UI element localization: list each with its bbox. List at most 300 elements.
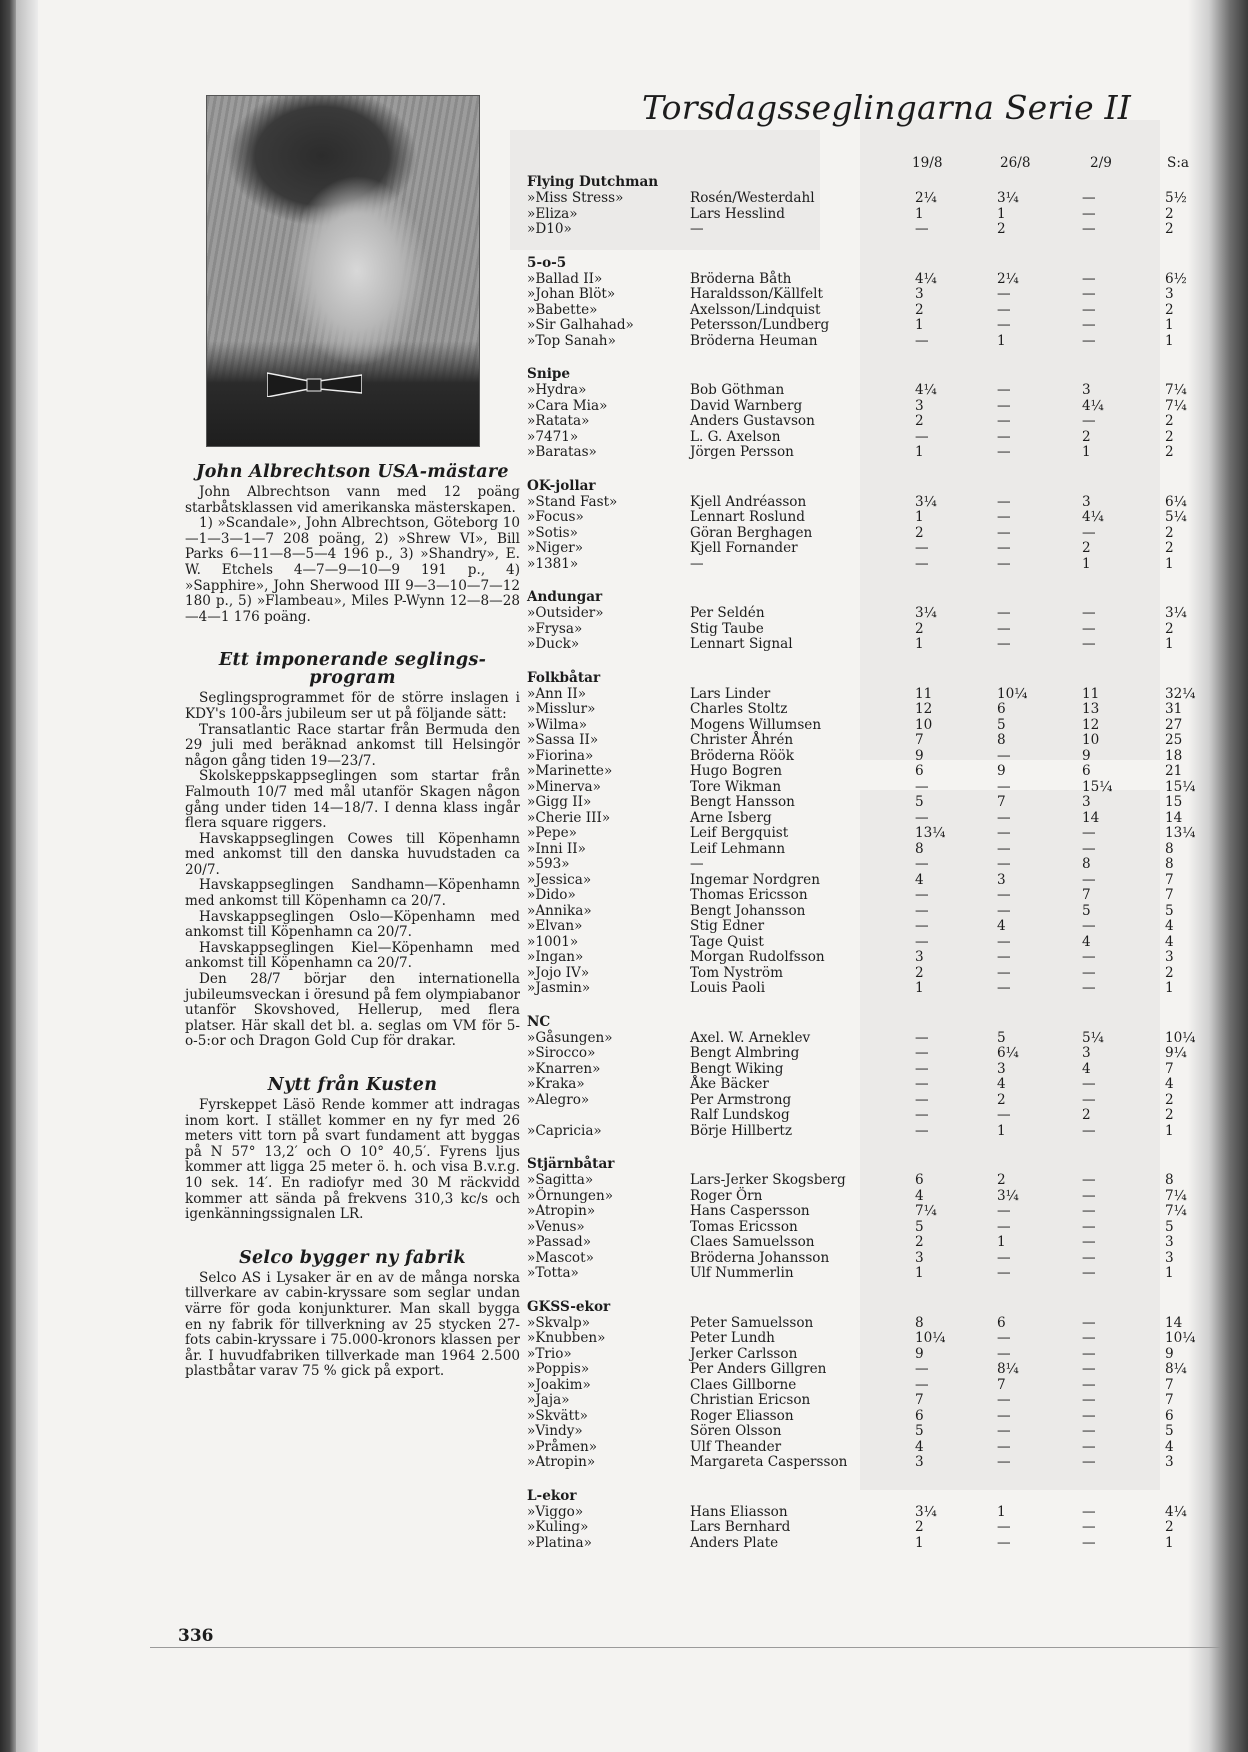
score-26-8: — <box>997 620 1011 637</box>
table-row <box>527 510 1207 526</box>
score-2-9: — <box>1082 605 1096 621</box>
skipper-name: Axelsson/Lindquist <box>690 301 821 318</box>
score-26-8: — <box>997 636 1011 652</box>
score-2-9: — <box>1082 1454 1096 1470</box>
score-2-9: — <box>1082 1503 1096 1520</box>
score-26-8: 1 <box>997 1503 1006 1520</box>
score-2-9: — <box>1082 1361 1096 1377</box>
skipper-name: Claes Samuelsson <box>690 1234 815 1250</box>
skipper-name: Hugo Bogren <box>690 763 782 779</box>
score-26-8: — <box>997 1454 1011 1470</box>
score-2-9: — <box>1082 1330 1096 1346</box>
article-paragraph: Skolskeppskappseglingen som startar från Falmouth 10/7 med mål utanför Skagen någon gång under tiden 14—18/7. I denna klass ingår flera square riggers. <box>185 768 520 832</box>
boat-name: »Sir Galhahad» <box>527 317 634 333</box>
score-total: 2 <box>1165 205 1174 222</box>
score-26-8: — <box>997 964 1011 981</box>
boat-name: »D10» <box>527 221 572 237</box>
score-2-9: — <box>1082 1265 1096 1281</box>
score-19-8: — <box>915 1376 929 1393</box>
skipper-name: Börje Hillbertz <box>690 1122 793 1139</box>
table-row <box>527 318 1207 334</box>
score-total: 9 <box>1165 1345 1174 1362</box>
score-19-8: 6 <box>915 1407 924 1424</box>
boat-name: »Focus» <box>527 509 584 525</box>
skipper-name: Mogens Willumsen <box>690 716 822 733</box>
score-19-8: 2 <box>915 964 924 981</box>
score-19-8: 12 <box>915 701 933 717</box>
score-19-8: — <box>915 918 929 934</box>
skipper-name: Bröderna Båth <box>690 270 792 287</box>
score-19-8: 6 <box>915 763 924 779</box>
skipper-name: Charles Stoltz <box>690 701 788 717</box>
score-2-9: 10 <box>1082 732 1100 748</box>
score-26-8: — <box>997 887 1011 903</box>
boat-name: »Pråmen» <box>527 1438 598 1455</box>
score-total: 3 <box>1165 1234 1174 1250</box>
table-row <box>527 1378 1207 1394</box>
boat-name: »Skvätt» <box>527 1407 588 1424</box>
class-group <box>527 1156 1207 1282</box>
skipper-name: Bob Göthman <box>690 382 785 398</box>
score-2-9: — <box>1082 221 1096 237</box>
article-paragraph: Fyrskeppet Läsö Rende kommer att indragas inom kort. I stället kommer en ny fyr med 26 meters vitt torn på svart fundament att byggas på N 57° 13,2′ och O 10° 40,5′. Fyrens ljus kommer att ligga 25 meter ö. h. och visa B.v.r.g. 10 sek. 14′. En radiofyr med 30 M räckvidd kommer att sända på frekvens 310,3 kc/s och igenkänningssignalen LR. <box>185 1097 520 1223</box>
table-row <box>527 935 1207 951</box>
class-group <box>527 366 1207 461</box>
skipper-name: Bengt Almbring <box>690 1045 800 1061</box>
skipper-name: — <box>690 856 704 872</box>
score-26-8: — <box>997 1345 1011 1362</box>
score-total: 4 <box>1165 1438 1174 1455</box>
class-group <box>527 1488 1207 1552</box>
score-19-8: 3¼ <box>915 1503 937 1520</box>
boat-name: »Platina» <box>527 1534 592 1551</box>
score-19-8: 1 <box>915 205 924 222</box>
score-19-8: 3 <box>915 949 924 965</box>
score-2-9: — <box>1082 636 1096 652</box>
score-total: 7¼ <box>1165 397 1187 414</box>
score-total: 1 <box>1165 555 1174 572</box>
class-group <box>527 1299 1207 1471</box>
score-2-9: — <box>1082 1345 1096 1362</box>
skipper-name: Lars Hesslind <box>690 205 785 222</box>
article-paragraph: Havskappseglingen Oslo—Köpenhamn med ankomst till Köpenhamn ca 20/7. <box>185 908 520 941</box>
class-group <box>527 670 1207 997</box>
score-19-8: 2 <box>915 301 924 318</box>
score-total: 8 <box>1165 1172 1174 1188</box>
skipper-name: Sören Olsson <box>690 1423 782 1439</box>
score-19-8: — <box>915 428 929 445</box>
table-row <box>527 749 1207 765</box>
boat-name: »Jojo IV» <box>527 964 590 981</box>
score-2-9: 2 <box>1082 1107 1091 1123</box>
skipper-name: L. G. Axelson <box>690 428 781 445</box>
boat-name: »1381» <box>527 555 579 572</box>
skipper-name: Tom Nyström <box>690 964 783 981</box>
score-26-8: — <box>997 980 1011 996</box>
score-26-8: 5 <box>997 1029 1006 1046</box>
score-2-9: — <box>1082 918 1096 934</box>
boat-name: »Eliza» <box>527 205 578 222</box>
table-row <box>527 1331 1207 1347</box>
table-row <box>527 1520 1207 1536</box>
boat-name: »Viggo» <box>527 1503 584 1520</box>
skipper-name: Ulf Theander <box>690 1438 782 1455</box>
results-title: Torsdagsseglingarna Serie II <box>642 88 1131 127</box>
table-row <box>527 207 1207 223</box>
score-2-9: — <box>1082 871 1096 888</box>
score-total: 6 <box>1165 1407 1174 1424</box>
score-total: 7 <box>1165 871 1174 888</box>
score-total: 1 <box>1165 1122 1174 1139</box>
score-2-9: 12 <box>1082 716 1100 733</box>
score-total: 5¼ <box>1165 509 1187 525</box>
skipper-name: Leif Lehmann <box>690 840 786 857</box>
score-19-8: 3 <box>915 286 924 302</box>
class-name: NC <box>527 1013 551 1030</box>
skipper-name: David Warnberg <box>690 397 803 414</box>
score-26-8: 8¼ <box>997 1361 1019 1377</box>
skipper-name: Göran Berghagen <box>690 524 813 541</box>
table-row <box>527 414 1207 430</box>
score-26-8: 1 <box>997 332 1006 349</box>
score-26-8: 9 <box>997 763 1006 779</box>
skipper-name: Rosén/Westerdahl <box>690 190 815 206</box>
score-total: 9¼ <box>1165 1045 1187 1061</box>
score-26-8: — <box>997 493 1011 510</box>
score-26-8: — <box>997 605 1011 621</box>
boat-name: »Baratas» <box>527 444 597 460</box>
score-2-9: — <box>1082 413 1096 429</box>
table-row <box>527 637 1207 653</box>
table-row <box>527 1455 1207 1471</box>
score-2-9: — <box>1082 1534 1096 1551</box>
table-row <box>527 445 1207 461</box>
score-19-8: — <box>915 1060 929 1077</box>
boat-name: »Alegro» <box>527 1091 590 1108</box>
skipper-name: Per Anders Gillgren <box>690 1361 827 1377</box>
score-19-8: 9 <box>915 1345 924 1362</box>
table-row <box>527 1251 1207 1267</box>
table-row <box>527 1204 1207 1220</box>
score-2-9: — <box>1082 1187 1096 1204</box>
class-name: OK-jollar <box>527 477 596 494</box>
score-total: 1 <box>1165 1534 1174 1551</box>
skipper-name: Peter Samuelsson <box>690 1314 814 1331</box>
table-row <box>527 622 1207 638</box>
score-19-8: 5 <box>915 794 924 810</box>
score-total: 5½ <box>1165 190 1187 206</box>
score-19-8: 4¼ <box>915 270 937 287</box>
score-26-8: — <box>997 555 1011 572</box>
score-26-8: — <box>997 1330 1011 1346</box>
score-2-9: 2 <box>1082 540 1091 556</box>
skipper-name: Lars Linder <box>690 685 771 702</box>
score-19-8: — <box>915 221 929 237</box>
score-26-8: — <box>997 747 1011 764</box>
table-row <box>527 191 1207 207</box>
boat-name: »Outsider» <box>527 605 604 621</box>
boat-name: »Cara Mia» <box>527 397 608 414</box>
score-total: 25 <box>1165 732 1183 748</box>
score-19-8: 2 <box>915 1234 924 1250</box>
score-19-8: 11 <box>915 685 933 702</box>
score-2-9: 4 <box>1082 1060 1091 1077</box>
boat-name: »Top Sanah» <box>527 332 616 349</box>
article-paragraph: Selco AS i Lysaker är en av de många norska tillverkare av cabin-kryssare som seglar undan värre för goda konjunkturer. Man skall bygga en ny fabrik för tillverkning av 25 stycken 27-fots cabin-kryssare i 75.000-kronors klassen per år. I huvudfabriken tillverkade man 1964 2.500 plastbåtar varav 75 % gick på export. <box>185 1269 520 1380</box>
boat-name: »Minerva» <box>527 778 601 795</box>
score-19-8: — <box>915 887 929 903</box>
score-2-9: — <box>1082 1314 1096 1331</box>
boat-name: »Johan Blöt» <box>527 286 616 302</box>
score-total: 2 <box>1165 540 1174 556</box>
score-2-9: — <box>1082 1218 1096 1235</box>
score-total: 2 <box>1165 964 1174 981</box>
table-row <box>527 687 1207 703</box>
table-row <box>527 718 1207 734</box>
boat-name: »Annika» <box>527 902 592 919</box>
score-2-9: — <box>1082 190 1096 206</box>
footer-rule <box>150 1647 1220 1648</box>
skipper-name: Ingemar Nordgren <box>690 871 820 888</box>
skipper-name: Bengt Hansson <box>690 794 795 810</box>
table-row <box>527 430 1207 446</box>
book-binding-shadow-left <box>0 0 16 1752</box>
score-26-8: 10¼ <box>997 685 1028 702</box>
score-26-8: 2¼ <box>997 270 1019 287</box>
score-19-8: 6 <box>915 1172 924 1188</box>
score-2-9: — <box>1082 1407 1096 1424</box>
table-row <box>527 1189 1207 1205</box>
table-row <box>527 1077 1207 1093</box>
boat-name: »Örnungen» <box>527 1187 614 1204</box>
table-row <box>527 383 1207 399</box>
score-19-8: 2¼ <box>915 190 937 206</box>
score-26-8: — <box>997 840 1011 857</box>
score-19-8: — <box>915 1091 929 1108</box>
table-row <box>527 1316 1207 1332</box>
score-2-9: 7 <box>1082 887 1091 903</box>
score-26-8: — <box>997 397 1011 414</box>
score-total: 2 <box>1165 221 1174 237</box>
score-26-8: — <box>997 825 1011 841</box>
class-group <box>527 589 1207 653</box>
score-total: 3 <box>1165 1249 1174 1266</box>
score-26-8: 3 <box>997 1060 1006 1077</box>
score-26-8: 3¼ <box>997 190 1019 206</box>
table-row <box>527 222 1207 238</box>
score-total: 2 <box>1165 428 1174 445</box>
article-heading: John Albrechtson USA-mästare <box>196 462 509 482</box>
score-26-8: — <box>997 1407 1011 1424</box>
score-19-8: — <box>915 1107 929 1123</box>
score-total: 5 <box>1165 1218 1174 1235</box>
skipper-name: Roger Örn <box>690 1187 763 1204</box>
table-row <box>527 541 1207 557</box>
score-2-9: — <box>1082 270 1096 287</box>
boat-name: »Jessica» <box>527 871 592 888</box>
score-19-8: 1 <box>915 1265 924 1281</box>
score-26-8: 6¼ <box>997 1045 1019 1061</box>
boat-name: »Knubben» <box>527 1330 606 1346</box>
score-26-8: — <box>997 509 1011 525</box>
article <box>185 1249 520 1380</box>
skipper-name: Anders Gustavson <box>690 413 815 429</box>
boat-name: »7471» <box>527 428 579 445</box>
score-26-8: 8 <box>997 732 1006 748</box>
score-2-9: 2 <box>1082 428 1091 445</box>
table-row <box>527 1424 1207 1440</box>
score-19-8: 3 <box>915 1249 924 1266</box>
skipper-name: Peter Lundh <box>690 1330 775 1346</box>
skipper-name: Axel. W. Arneklev <box>690 1029 811 1046</box>
table-row <box>527 1409 1207 1425</box>
column-header-19-8: 19/8 <box>912 155 943 171</box>
skipper-name: Bröderna Heuman <box>690 332 818 349</box>
class-groups <box>527 174 1207 1551</box>
score-26-8: — <box>997 317 1011 333</box>
boat-name: »Ann II» <box>527 685 587 702</box>
score-total: 3 <box>1165 949 1174 965</box>
score-19-8: 7 <box>915 732 924 748</box>
table-row <box>527 1062 1207 1078</box>
table-row <box>527 842 1207 858</box>
score-19-8: 4 <box>915 871 924 888</box>
score-total: 32¼ <box>1165 685 1196 702</box>
article <box>185 1076 520 1223</box>
score-total: 4 <box>1165 933 1174 950</box>
class-group <box>527 174 1207 238</box>
score-19-8: 10 <box>915 716 933 733</box>
score-26-8: — <box>997 1392 1011 1408</box>
score-2-9: 14 <box>1082 809 1100 826</box>
boat-name: »Skvalp» <box>527 1314 591 1331</box>
skipper-name: Ulf Nummerlin <box>690 1265 794 1281</box>
score-19-8: — <box>915 1029 929 1046</box>
skipper-name: Stig Edner <box>690 918 765 934</box>
score-total: 2 <box>1165 620 1174 637</box>
score-19-8: — <box>915 778 929 795</box>
skipper-name: Lars Bernhard <box>690 1519 791 1535</box>
score-19-8: 4 <box>915 1187 924 1204</box>
article-paragraph: Den 28/7 börjar den internationella jubileumsveckan i öresund på fem olympiabanor utanför Skovshoved, Hellerup, med flera platser. Här skall det bl. a. seglas om VM för 5-o-5:or och Dragon Gold Cup för drakar. <box>185 971 520 1050</box>
table-row <box>527 857 1207 873</box>
score-2-9: — <box>1082 1234 1096 1250</box>
article-paragraph: 1) »Scandale», John Albrechtson, Göteborg 10—1—3—1—7 208 poäng, 2) »Shrew VI», Bill Parks 6—11—8—5—4 196 p., 3) »Shandry», E. W. Etchels 4—7—9—10—9 191 p., 4) »Sapphire», John Sherwood III 9—3—10—7—12 180 p., 5) »Flambeau», Miles P-Wynn 12—8—28—4—1 176 poäng. <box>185 515 520 625</box>
score-19-8: — <box>915 902 929 919</box>
boat-name: »Miss Stress» <box>527 190 624 206</box>
score-2-9: — <box>1082 524 1096 541</box>
score-26-8: 3 <box>997 871 1006 888</box>
score-19-8: 1 <box>915 636 924 652</box>
score-26-8: 2 <box>997 1172 1006 1188</box>
score-total: 27 <box>1165 716 1183 733</box>
table-row <box>527 272 1207 288</box>
score-2-9: — <box>1082 1423 1096 1439</box>
score-19-8: 5 <box>915 1218 924 1235</box>
score-total: 1 <box>1165 317 1174 333</box>
score-26-8: 2 <box>997 1091 1006 1108</box>
score-2-9: 1 <box>1082 555 1091 572</box>
score-total: 4¼ <box>1165 1503 1187 1520</box>
table-row <box>527 1440 1207 1456</box>
boat-name: »Ratata» <box>527 413 590 429</box>
score-total: 10¼ <box>1165 1029 1196 1046</box>
score-19-8: 9 <box>915 747 924 764</box>
score-19-8: — <box>915 332 929 349</box>
skipper-name: Tore Wikman <box>690 778 782 795</box>
score-19-8: — <box>915 1361 929 1377</box>
page-number: 336 <box>178 1626 214 1646</box>
score-26-8: 1 <box>997 205 1006 222</box>
score-26-8: — <box>997 1519 1011 1535</box>
score-19-8: 3¼ <box>915 605 937 621</box>
bow-tie-icon <box>267 371 362 397</box>
skipper-name: Stig Taube <box>690 620 764 637</box>
table-header <box>527 156 1207 174</box>
boat-name: »Vindy» <box>527 1423 583 1439</box>
score-2-9: — <box>1082 205 1096 222</box>
score-total: 7 <box>1165 1392 1174 1408</box>
skipper-name: Leif Bergquist <box>690 825 789 841</box>
score-total: 15¼ <box>1165 778 1196 795</box>
score-26-8: — <box>997 428 1011 445</box>
boat-name: »Stand Fast» <box>527 493 618 510</box>
score-19-8: 4¼ <box>915 382 937 398</box>
score-total: 1 <box>1165 332 1174 349</box>
boat-name: »Venus» <box>527 1218 585 1235</box>
score-2-9: 3 <box>1082 382 1091 398</box>
boat-name: »Poppis» <box>527 1361 590 1377</box>
boat-name: »Mascot» <box>527 1249 594 1266</box>
table-row <box>527 888 1207 904</box>
article-paragraph: Havskappseglingen Cowes till Köpenhamn med ankomst till den danska huvudstaden ca 20/7. <box>185 830 520 878</box>
table-row <box>527 966 1207 982</box>
table-row <box>527 919 1207 935</box>
skipper-name: Lennart Roslund <box>690 509 805 525</box>
score-2-9: 11 <box>1082 685 1100 702</box>
score-19-8: — <box>915 933 929 950</box>
skipper-name: Roger Eliasson <box>690 1407 794 1424</box>
table-row <box>527 1505 1207 1521</box>
table-row <box>527 1093 1207 1109</box>
score-2-9: — <box>1082 840 1096 857</box>
table-row <box>527 1362 1207 1378</box>
column-header-2-9: 2/9 <box>1090 155 1112 171</box>
article <box>185 463 520 625</box>
score-2-9: — <box>1082 1122 1096 1139</box>
score-total: 7¼ <box>1165 1203 1187 1219</box>
score-total: 4 <box>1165 918 1174 934</box>
score-total: 1 <box>1165 636 1174 652</box>
score-19-8: 4 <box>915 1438 924 1455</box>
score-26-8: — <box>997 809 1011 826</box>
table-row <box>527 1266 1207 1282</box>
boat-name: »Babette» <box>527 301 598 318</box>
score-26-8: 3¼ <box>997 1187 1019 1204</box>
class-name: GKSS-ekor <box>527 1298 611 1315</box>
skipper-name: Bröderna Röök <box>690 747 794 764</box>
score-2-9: 9 <box>1082 747 1091 764</box>
column-header-26-8: 26/8 <box>1000 155 1031 171</box>
boat-name: »Niger» <box>527 540 584 556</box>
score-19-8: 13¼ <box>915 825 946 841</box>
table-row <box>527 526 1207 542</box>
score-2-9: — <box>1082 301 1096 318</box>
score-19-8: 10¼ <box>915 1330 946 1346</box>
boat-name: »Marinette» <box>527 763 613 779</box>
table-row <box>527 795 1207 811</box>
class-name: Folkbåtar <box>527 669 601 686</box>
